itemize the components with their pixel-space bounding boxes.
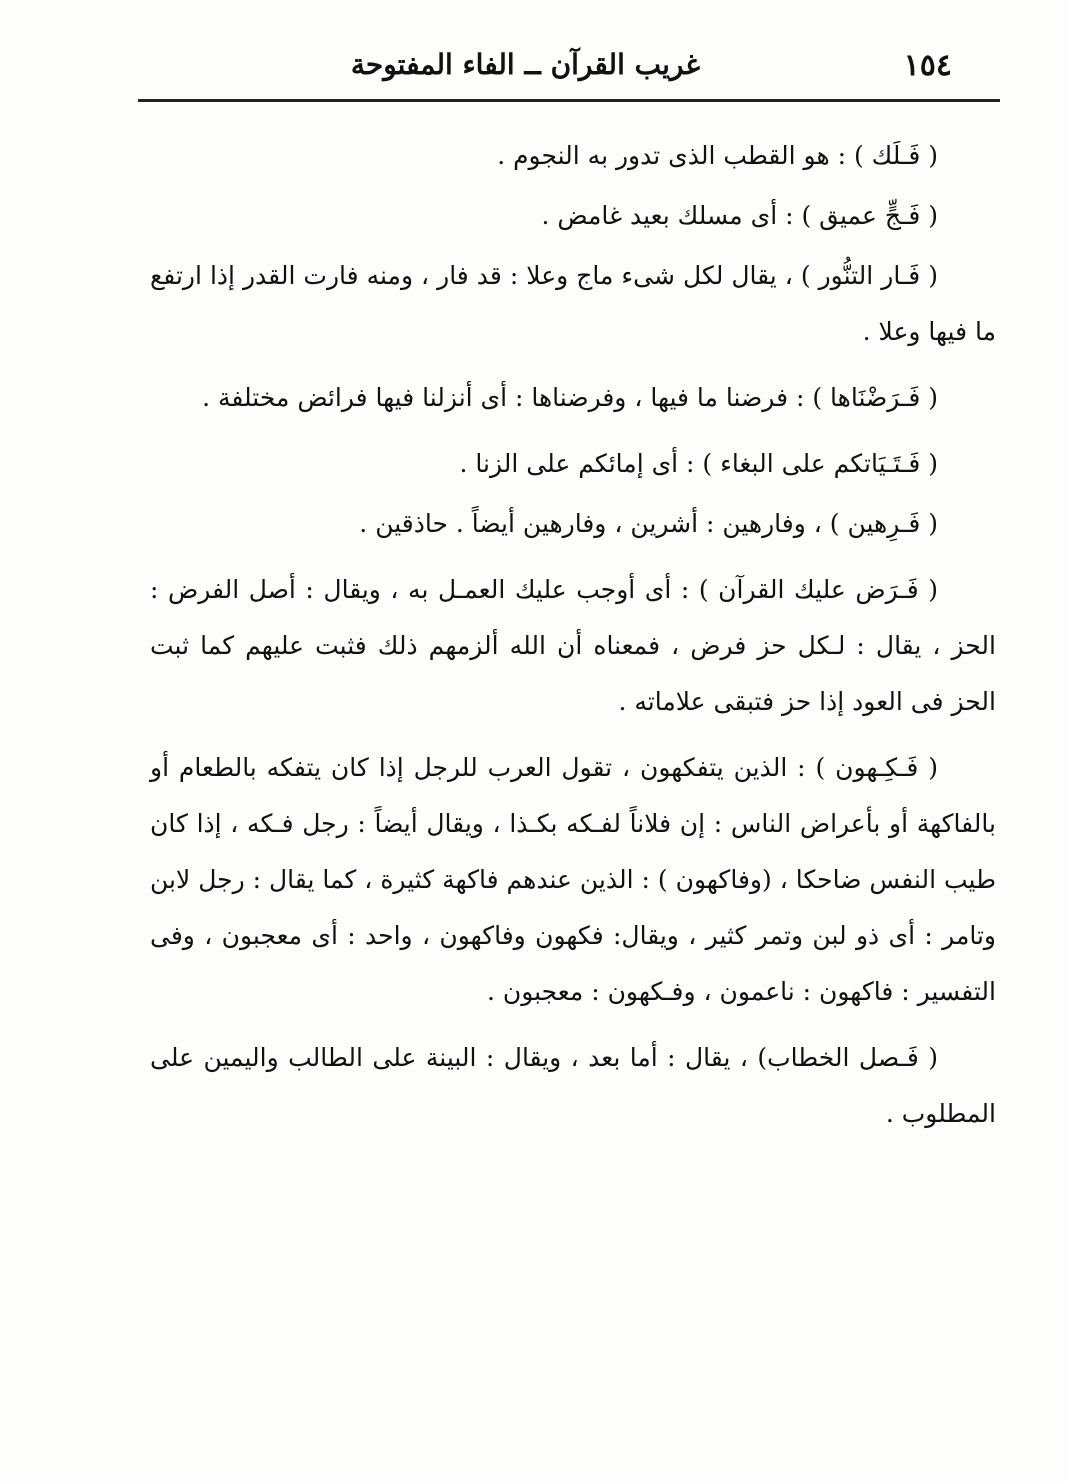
entry-fatayatikum: ( فَـتَـيَاتكم على البغاء ) : أى إمائكم على الزنا . <box>459 449 938 478</box>
page-header <box>138 38 1000 90</box>
entry-farada-alayka: ( فَـرَض عليك القرآن ) : أى أوجب عليك العمـل به ، ويقال : أصل الفرض : الحز ، يقال : لـكل حز فرض ، فمعناه أن الله ألزمهم ذلك فثبت عليهم كما ثبت الحز فى العود إذا حز فتبقى علاماته . <box>150 575 996 716</box>
running-title: غريب القرآن ــ الفاء المفتوحة <box>350 48 700 81</box>
page-number: ١٥٤ <box>903 48 952 83</box>
entry-fasl-al-khitab: ( فَـصل الخطاب) ، يقال : أما بعد ، ويقال : البينة على الطالب واليمين على المطلوب . <box>150 1043 996 1128</box>
entry-farihin: ( فَـرِهين ) ، وفارهين : أشرين ، وفارهين أيضاً . حاذقين . <box>359 509 938 538</box>
header-divider <box>138 99 1000 102</box>
entry-far-al-tannur: ( فَـار التنُّور ) ، يقال لكل شىء ماج وعلا : قد فار ، ومنه فارت القدر إذا ارتفع ما فيها وعلا . <box>150 261 996 346</box>
entry-fajj-amiq: ( فَـجٍّ عميق ) : أى مسلك بعيد غامض . <box>541 201 938 230</box>
entry-fakihun: ( فَـكِـهون ) : الذين يتفكهون ، تقول العرب للرجل إذا كان يتفكه بالطعام أو بالفاكهة أو بأعراض الناس : إن فلاناً لفـكه بكـذا ، ويقال أيضاً : رجل فـكه ، إذا كان طيب النفس ضاحكا ، (وفاكهون ) : الذين عندهم فاكهة كثيرة ، كما يقال : رجل لابن وتامر : أى ذو لبن وتمر كثير ، ويقال: فكهون وفاكهون ، واحد : أى معجبون ، وفى التفسير : فاكهون : ناعمون ، وفـكهون : معجبون . <box>150 753 996 1006</box>
entry-falak: ( فَـلَك ) : هو القطب الذى تدور به النجوم . <box>497 141 938 170</box>
glossary-body <box>150 128 996 1152</box>
entry-faradnaha: ( فَـرَضْنَاها ) : فرضنا ما فيها ، وفرضناها : أى أنزلنا فيها فرائض مختلفة . <box>202 383 938 412</box>
